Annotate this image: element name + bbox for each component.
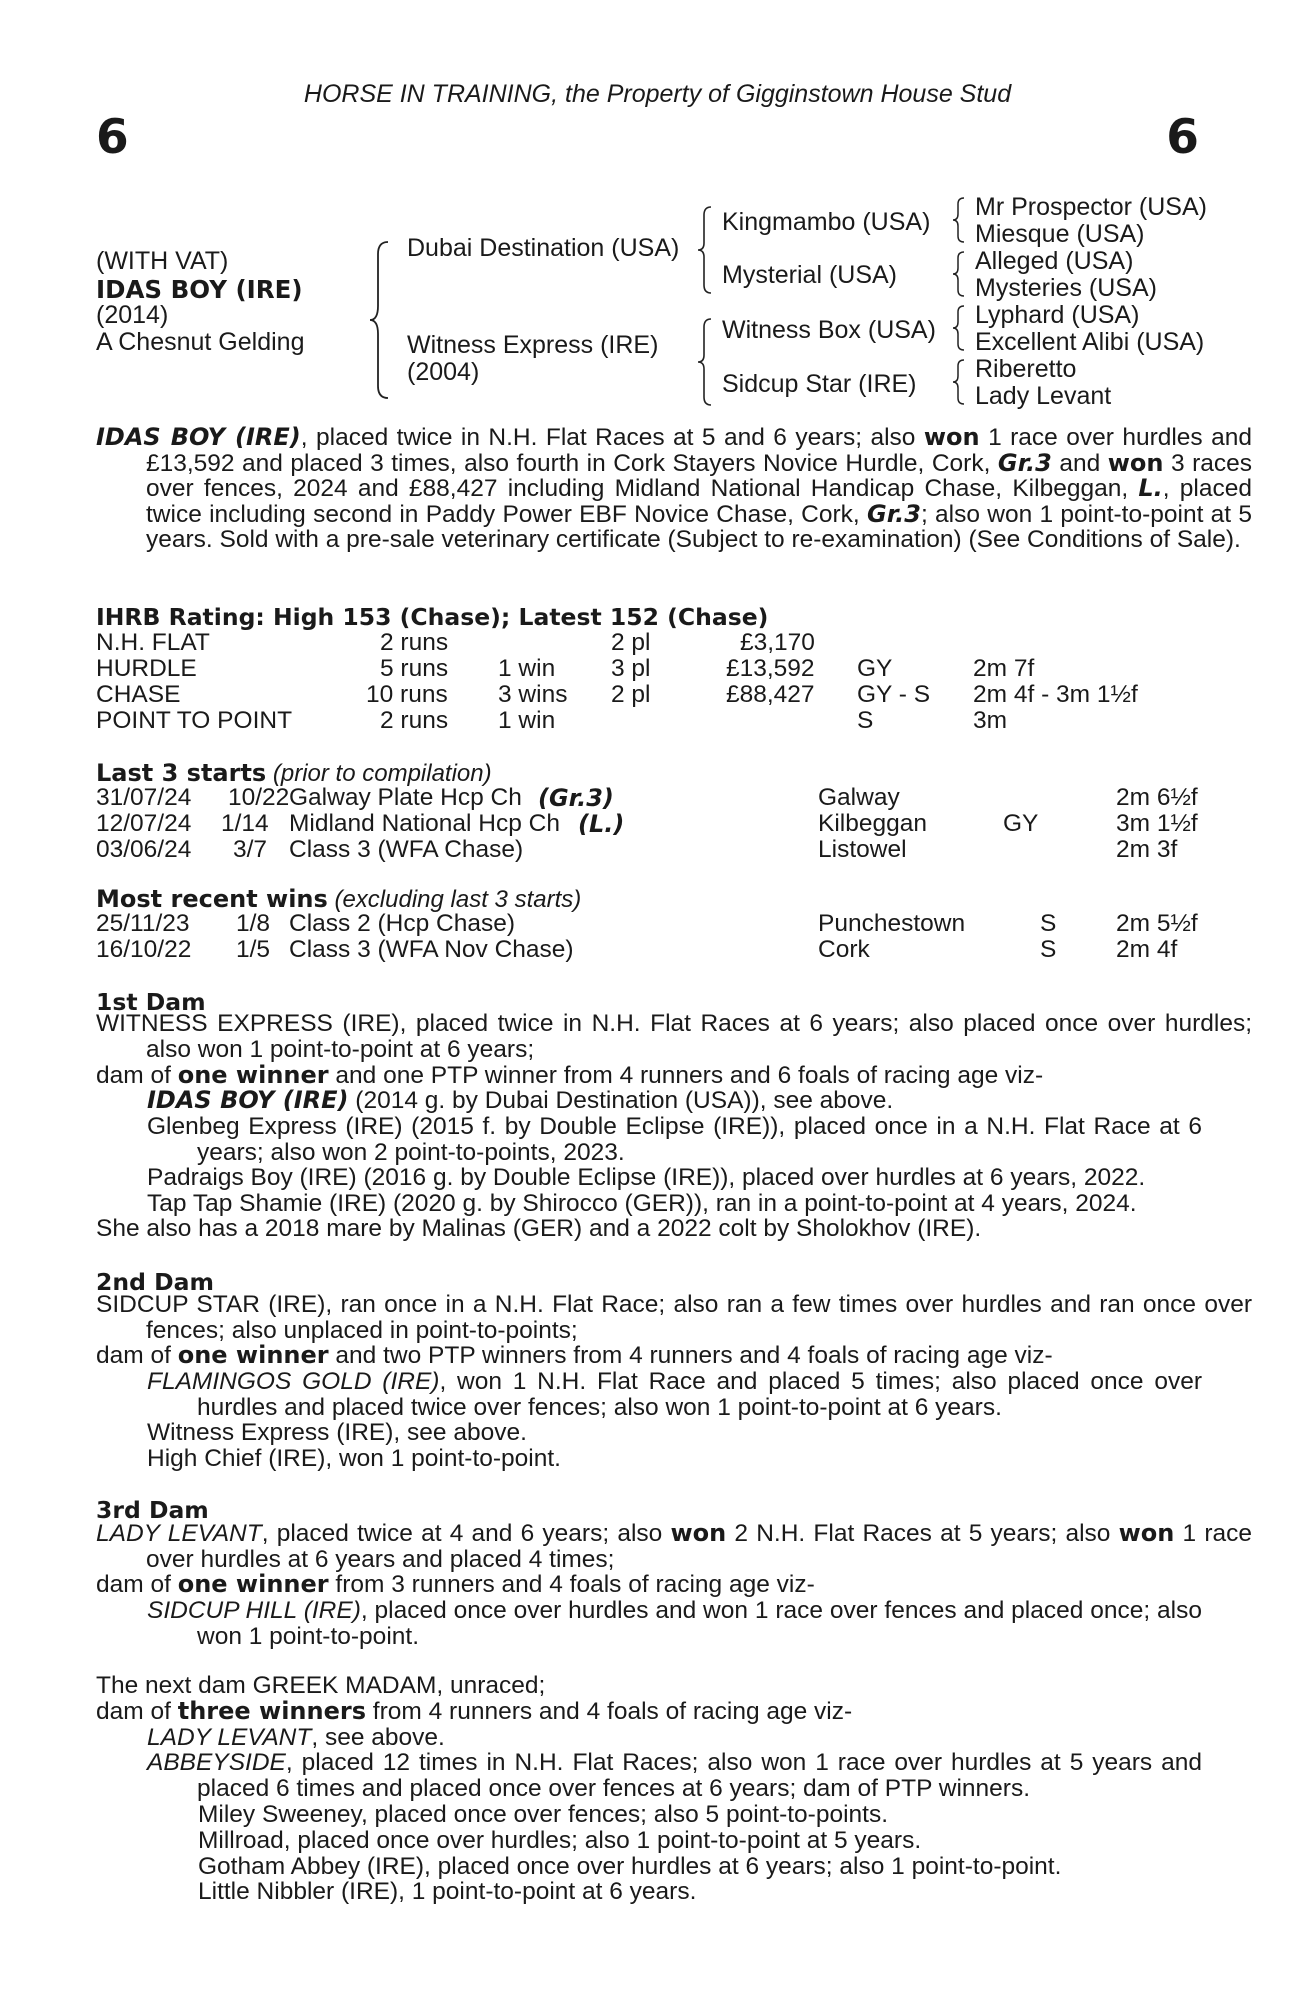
next-dam-foal-1: LADY LEVANT, see above. bbox=[147, 1724, 445, 1751]
horse-name: IDAS BOY (IRE) bbox=[96, 275, 303, 304]
first-dam-foal-3: Padraigs Boy (IRE) (2016 g. by Double Eclipse (IRE)), placed over hurdles at 6 years, 2022. bbox=[147, 1164, 1146, 1191]
first-dam-description: WITNESS EXPRESS (IRE), placed twice in N.H. Flat Races at 6 years; also placed once over hurdles; also won 1 point-to-point at 6 years; bbox=[96, 1010, 1252, 1063]
next-dam-foal-2: ABBEYSIDE, placed 12 times in N.H. Flat Races; also won 1 race over hurdles at 5 years and placed 6 times and placed once over fences at 6 years; dam of PTP winners. bbox=[147, 1749, 1202, 1802]
grand-produce-4: Little Nibbler (IRE), 1 point-to-point at 6 years. bbox=[198, 1878, 697, 1905]
second-dam-produce: dam of one winner and two PTP winners from 4 runners and 4 foals of racing age viz- bbox=[96, 1341, 1053, 1369]
horse-description: A Chesnut Gelding bbox=[96, 328, 305, 356]
second-dam-description: SIDCUP STAR (IRE), ran once in a N.H. Flat Race; also ran a few times over hurdles and ran once over fences; also unplaced in point-to-points; bbox=[96, 1291, 1252, 1344]
last3-row: 12/07/24 1/14 Midland National Hcp Ch (L.) Kilbeggan GY 3m 1½f bbox=[96, 810, 1198, 838]
dam-name: Witness Express (IRE) bbox=[407, 331, 659, 359]
granddam-line-2: Miesque (USA) bbox=[975, 220, 1145, 248]
dam-sire: Witness Box (USA) bbox=[722, 316, 936, 344]
sire-dam: Mysterial (USA) bbox=[722, 261, 898, 289]
last3-row: 03/06/24 3/7 Class 3 (WFA Chase) Listowel 2m 3f bbox=[96, 836, 1178, 863]
lot-number-left: 6 bbox=[96, 110, 129, 165]
dam-year: (2004) bbox=[407, 358, 480, 386]
third-dam-foal-1: SIDCUP HILL (IRE), placed once over hurdles and won 1 race over fences and placed once; also won 1 point-to-point. bbox=[147, 1597, 1202, 1650]
first-dam-foal-1: IDAS BOY (IRE) (2014 g. by Dubai Destination (USA)), see above. bbox=[147, 1086, 894, 1114]
rating-title: IHRB Rating: High 153 (Chase); Latest 152 (Chase) bbox=[96, 603, 769, 631]
rating-row: POINT TO POINT 2 runs 1 win S 3m bbox=[96, 707, 1008, 734]
third-dam-heading: 3rd Dam bbox=[96, 1496, 209, 1524]
second-dam-heading: 2nd Dam bbox=[96, 1268, 214, 1296]
granddam-line-8: Lady Levant bbox=[975, 382, 1112, 410]
rating-row: N.H. FLAT 2 runs 2 pl £3,170 bbox=[96, 629, 815, 656]
first-dam-also: She also has a 2018 mare by Malinas (GER) and a 2022 colt by Sholokhov (IRE). bbox=[96, 1215, 982, 1242]
first-dam-produce: dam of one winner and one PTP winner from 4 runners and 6 foals of racing age viz- bbox=[96, 1061, 1044, 1089]
recent-win-row: 16/10/22 1/5 Class 3 (WFA Nov Chase) Cork S 2m 4f bbox=[96, 936, 1178, 963]
granddam-line-3: Alleged (USA) bbox=[975, 247, 1134, 275]
first-dam-heading: 1st Dam bbox=[96, 988, 206, 1016]
page-header-title: HORSE IN TRAINING, the Property of Gigginstown House Stud bbox=[303, 80, 1012, 108]
summary-horse-name: IDAS BOY (IRE) bbox=[96, 423, 301, 451]
sire-name: Dubai Destination (USA) bbox=[407, 234, 680, 262]
rating-row: CHASE 10 runs 3 wins 2 pl £88,427 GY - S 2m 4f - 3m 1½f bbox=[96, 681, 1138, 708]
brace-g3 bbox=[952, 304, 966, 352]
horse-summary: IDAS BOY (IRE), placed twice in N.H. Flat Races at 5 and 6 years; also won 1 race over hurdles and £13,592 and placed 3 times, also fourth in Cork Stayers Novice Hurdle, Cork, Gr.3 and won 3 races over fences, 2024 and £88,427 including Midland National Handicap Chase, Kilbeggan, L., placed twice including second in Paddy Power EBF Novice Chase, Cork, Gr.3; also won 1 point-to-point at 5 years. Sold with a pre-sale veterinary certificate (Subject to re-examination) (See Conditions of Sale). bbox=[96, 423, 1253, 554]
next-dam-produce: dam of three winners from 4 runners and 4 foals of racing age viz- bbox=[96, 1697, 853, 1725]
rating-row: HURDLE 5 runs 1 win 3 pl £13,592 GY 2m 7f bbox=[96, 655, 1035, 682]
grand-produce-3: Gotham Abbey (IRE), placed once over hurdles at 6 years; also 1 point-to-point. bbox=[198, 1853, 1062, 1880]
pedigree-brace bbox=[368, 240, 392, 400]
second-dam-foal-1: FLAMINGOS GOLD (IRE), won 1 N.H. Flat Race and placed 5 times; also placed once over hurdles and placed twice over fences; also won 1 point-to-point at 6 years. bbox=[147, 1368, 1202, 1421]
third-dam-description: LADY LEVANT, placed twice at 4 and 6 years; also won 2 N.H. Flat Races at 5 years; also won 1 race over hurdles at 6 years and placed 4 times; bbox=[96, 1519, 1252, 1573]
last3-row: 31/07/24 10/22 Galway Plate Hcp Ch (Gr.3) Galway 2m 6½f bbox=[96, 784, 1198, 812]
granddam-line-5: Lyphard (USA) bbox=[975, 301, 1140, 329]
second-dam-foal-2: Witness Express (IRE), see above. bbox=[147, 1419, 527, 1446]
brace-g2 bbox=[952, 250, 966, 298]
first-dam-foal-2: Glenbeg Express (IRE) (2015 f. by Double Eclipse (IRE)), placed once in a N.H. Flat Race at 6 years; also won 2 point-to-points, 2023. bbox=[147, 1113, 1202, 1166]
brace-g4 bbox=[952, 358, 966, 406]
grand-produce-2: Millroad, placed once over hurdles; also 1 point-to-point at 5 years. bbox=[198, 1827, 922, 1854]
grand-produce-1: Miley Sweeney, placed once over fences; also 5 point-to-points. bbox=[198, 1801, 889, 1828]
granddam-line-6: Excellent Alibi (USA) bbox=[975, 328, 1205, 356]
lot-number-right: 6 bbox=[1166, 110, 1199, 165]
vat-label: (WITH VAT) bbox=[96, 247, 229, 275]
granddam-line-7: Riberetto bbox=[975, 355, 1077, 383]
last3-heading: Last 3 starts (prior to compilation) bbox=[96, 759, 492, 787]
recent-win-row: 25/11/23 1/8 Class 2 (Hcp Chase) Punchestown S 2m 5½f bbox=[96, 910, 1198, 937]
first-dam-foal-4: Tap Tap Shamie (IRE) (2020 g. by Shirocco (GER)), ran in a point-to-point at 4 years, 2024. bbox=[147, 1190, 1137, 1217]
second-dam-foal-3: High Chief (IRE), won 1 point-to-point. bbox=[147, 1445, 561, 1472]
next-dam-description: The next dam GREEK MADAM, unraced; bbox=[96, 1672, 546, 1699]
horse-year: (2014) bbox=[96, 301, 169, 329]
recent-wins-heading: Most recent wins (excluding last 3 starts) bbox=[96, 885, 582, 913]
dam-brace bbox=[697, 317, 713, 407]
brace-g1 bbox=[952, 196, 966, 244]
third-dam-produce: dam of one winner from 3 runners and 4 foals of racing age viz- bbox=[96, 1570, 815, 1598]
granddam-line-1: Mr Prospector (USA) bbox=[975, 193, 1207, 221]
granddam-line-4: Mysteries (USA) bbox=[975, 274, 1157, 302]
sire-brace bbox=[697, 205, 713, 295]
sire-sire: Kingmambo (USA) bbox=[722, 208, 931, 236]
dam-dam: Sidcup Star (IRE) bbox=[722, 370, 917, 398]
